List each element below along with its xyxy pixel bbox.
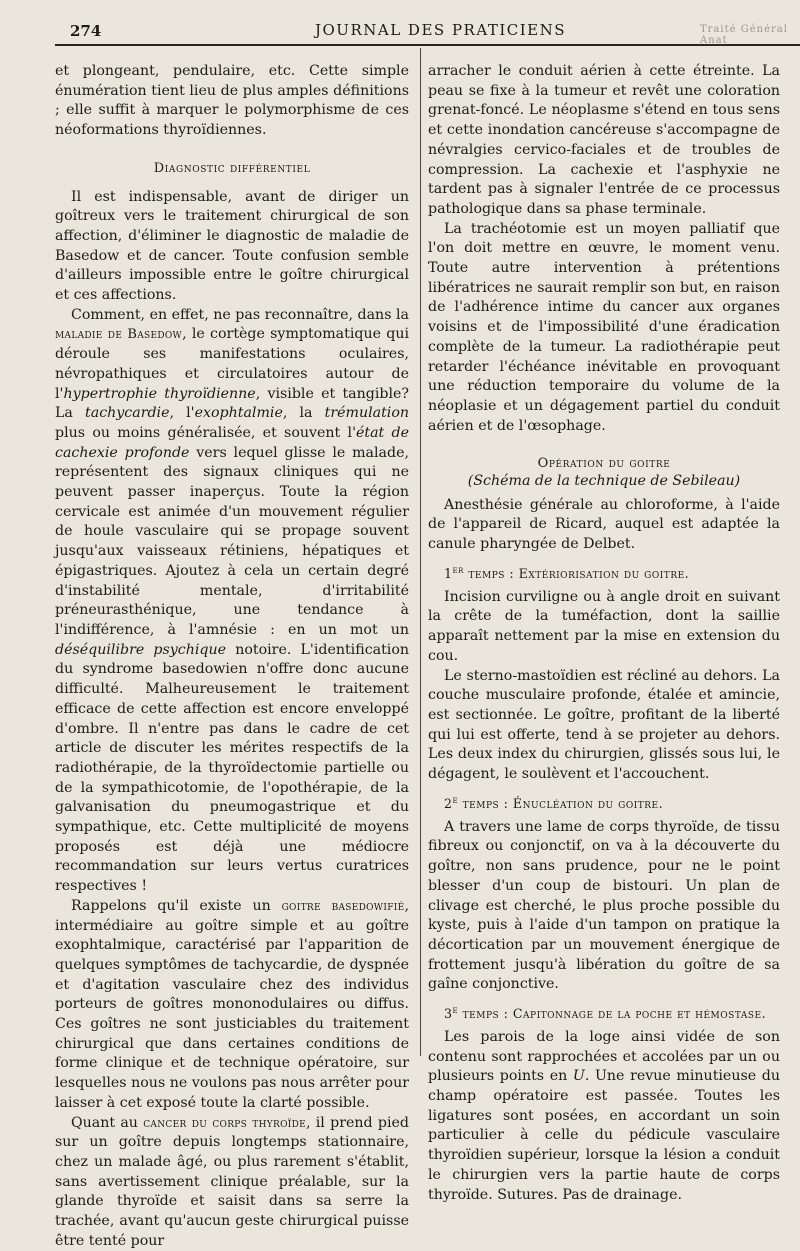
paragraph-intro: et plongeant, pendulaire, etc. Cette simple énumération tient lieu de plus amples définitions ; elle suffit à marquer le polymorphisme de ces néoformations thyroïdiennes. [55,63,409,139]
paragraph-step-3: Les parois de la loge ainsi vidée de son contenu sont rapprochées et accolées par un ou plusieurs points en U. Une revue minutieuse du champ opératoire est passée. Toutes les ligatures sont posées, en accordant un soin particulier à celle du pédicule vasculaire thyroïdien supérieur, lorsque la lésion a conduit le chirurgien vers la partie haute de corps thyroïde. Sutures. Pas de drainage. [428,1028,780,1203]
section-subheading-operation: (Schéma de la technique de Sebileau) [467,473,741,490]
paragraph-basedow: Comment, en effet, ne pas reconnaître, dans la maladie de Basedow, le cortège symptomatique qui déroule ses manifestations oculaires, névropathiques et circulatoires autour de l'hypertrophie thyroïdienne, visible et tangible? La tachycardie, l'exophtalmie, la trémulation plus ou moins généralisée, et souvent l'état de cachexie profonde vers lequel glisse le malade, représentent des signaux cliniques qui ne peuvent passer inaperçus. Toute la région cervicale est animée d'un mouvement régulier de houle vasculaire qui se propage souvent jusqu'aux vaisseaux rétiniens, hépatiques et épigastriques. Ajoutez à cela un certain degré d'instabilité mentale, d'irritabilité préneurasthénique, une tendance à l'indifférence, à l'amnésie : en un mot un déséquilibre psychique notoire. L'identification du syndrome basedowien n'offre donc aucune difficulté. Malheureusement le traitement efficace de cette affection est encore enveloppé d'ombre. Il n'entre pas dans le cadre de cet article de discuter les mérites respectifs de la radiothérapie, de la thyroïdectomie partielle ou de la sympathicotomie, de l'opothérapie, de la galvanisation du pneumogastrique et du sympathique, etc. Cette multiplicité de moyens proposés est déjà une médiocre recommandation sur leurs vertus curatrices respectives ! [55,306,410,895]
paragraph-continued: arracher le conduit aérien à cette étreinte. La peau se fixe à la tumeur et revêt une coloration grenat-foncé. Le néoplasme s'étend en tous sens et cette inondation cancéreuse s'accompagne de névralgies cervico-faciales et de troubles de compression. La cachexie et l'asphyxie ne tardent pas à signaler l'entrée de ce processus pathologique dans sa phase terminale. [428,63,780,217]
paragraph-step-1b: Le sterno-mastoïdien est récliné au dehors. La couche musculaire profonde, étalée et amincie, est sectionnée. Le goître, profitant de la liberté qui lui est offerte, tend à se projeter au dehors. Les deux index du chirurgien, glissés sous lui, le dégagent, le soulèvent et l'accouchent. [428,667,780,783]
italic-term: exophtalmie [194,405,283,422]
header-rule [55,44,800,46]
paragraph-step-2: A travers une lame de corps thyroïde, de tissu fibreux ou conjonctif, on va à la découverte du goître, non sans prudence, pour ne le point blesser d'un coup de bistouri. Un plan de clivage est cherché, le plus proche possible du kyste, puis à l'aide d'un tampon on pratique la décortication par un mouvement énergique de frottement jusqu'à libération du goître de sa gaîne conjonctive. [428,818,780,993]
left-column [55,62,409,1251]
paragraph-diagnostic: Il est indispensable, avant de diriger un goîtreux vers le traitement chirurgical de son affection, d'éliminer le diagnostic de maladie de Basedow et de cancer. Toute confusion semble d'ailleurs impossible entre le goître chirurgical et ces affections. [55,188,409,304]
page-number: 274 [70,22,102,40]
italic-term: état de cachexie profonde [55,424,409,461]
paragraph-cancer: Quant au cancer du corps thyroïde, il prend pied sur un goître depuis longtemps stationnaire, chez un malade âgé, ou plus rarement s'établit, sans avertissement clinique préalable, sur la glande thyroïde et saisit dans sa serre la trachée, avant qu'aucun geste chirurgical puisse être tenté pour [55,1114,409,1249]
section-heading-diagnostic: Diagnostic différentiel [153,160,311,176]
paragraph-tracheotomie: La trachéotomie est un moyen palliatif que l'on doit mettre en œuvre, le moment venu. Toute autre intervention à prétentions libératrices ne saurait remplir son but, en raison de l'adhérence intime du cancer aux organes voisins et de l'impossibilité d'une éradication complète de la tumeur. La radiothérapie peut retarder l'échéance inévitable en provoquant une réduction temporaire du volume de la néoplasie et un dégagement partiel du conduit aérien et de l'œsophage. [428,220,780,434]
italic-term: tachycardie [85,405,170,422]
italic-term: U [572,1068,585,1085]
paragraph-anesthesie: Anesthésie générale au chloroforme, à l'aide de l'appareil de Ricard, auquel est adaptée la canule pharyngée de Delbet. [428,496,780,553]
small-caps-term: goitre basedowifié [281,898,405,914]
italic-term: hypertrophie thyroïdienne [63,385,256,402]
column-divider [420,48,421,1056]
step-heading-1: 1er temps : Extériorisation du goitre. [444,563,690,582]
step-heading-3: 3e temps : Capitonnage de la poche et hémostase. [444,1004,767,1022]
italic-term: déséquilibre psychique [55,641,227,658]
paragraph-goitre-basedowifie: Rappelons qu'il existe un goitre basedowifié, intermédiaire au goître simple et au goître exophtalmique, caractérisé par l'apparition de quelques symptômes de tachycardie, de dyspnée et d'agitation vasculaire chez des individus porteurs de goîtres mononodulaires ou diffus. Ces goîtres ne sont justiciables du traitement chirurgical que dans certaines conditions de forme clinique et de technique opératoire, sur lesquelles nous ne voulons pas nous arrêter pour laisser à cet exposé toute la clarté possible. [55,897,410,1111]
section-heading-operation: Opération du goitre [537,456,671,472]
right-column [428,62,780,1205]
paragraph-step-1a: Incision curviligne ou à angle droit en suivant la crête de la tuméfaction, dont la saillie apparaît nettement par la mise en extension du cou. [428,588,780,664]
step-heading-2: 2e temps : Énucléation du goitre. [444,793,664,811]
bleed-through-text: Traité Général Anat [700,24,788,46]
small-caps-term: maladie de Basedow [55,327,183,343]
italic-term: trémulation [324,405,410,422]
page-header [60,18,800,46]
small-caps-term: cancer du corps thyroïde [143,1115,306,1131]
journal-title: JOURNAL DES PRATICIENS [315,21,567,39]
